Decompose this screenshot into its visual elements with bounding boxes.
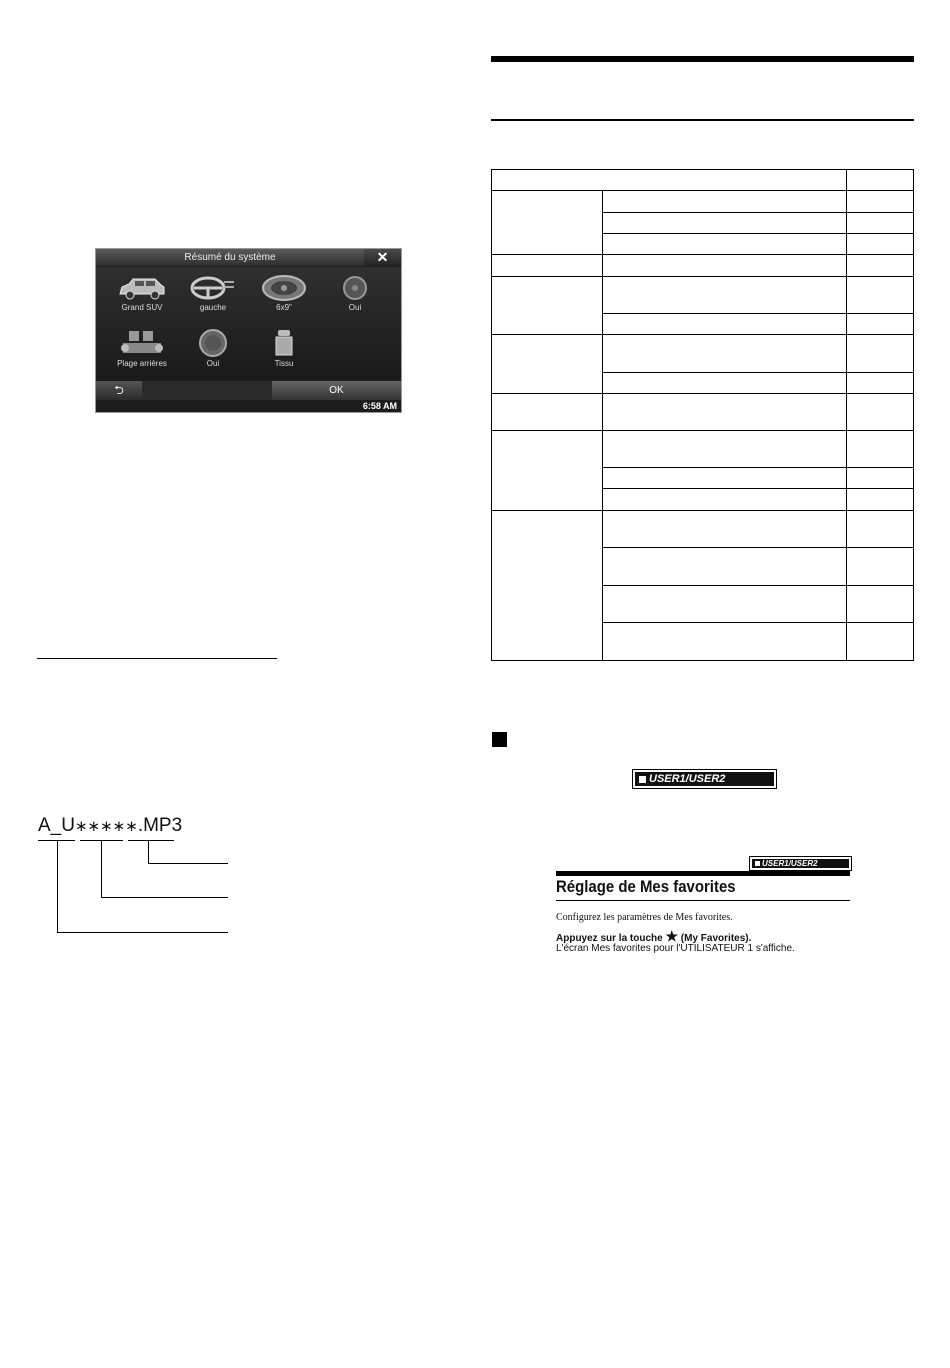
table-cell — [847, 489, 914, 511]
table-cell — [492, 170, 847, 191]
badge-label: USER1/USER2 — [649, 773, 726, 785]
summary-item-seat[interactable] — [249, 329, 319, 368]
table-row — [492, 191, 914, 213]
example-title-rule — [556, 900, 850, 901]
summary-item-rear-speakers[interactable] — [107, 329, 177, 368]
table-cell — [492, 431, 603, 511]
table-cell — [602, 623, 846, 661]
summary-item-tweeter[interactable] — [320, 275, 390, 312]
table-cell — [602, 548, 846, 586]
header-bar — [491, 56, 914, 62]
example-step-text: Appuyez sur la touche — [556, 933, 666, 944]
prefix-leader — [57, 932, 228, 933]
table-cell — [847, 191, 914, 213]
table-cell — [602, 213, 846, 234]
table-cell — [847, 623, 914, 661]
table-cell — [602, 277, 846, 314]
ok-button[interactable]: OK — [272, 381, 401, 400]
table-cell — [847, 277, 914, 314]
ext-leader — [148, 863, 228, 864]
rear-speakers-icon — [117, 329, 167, 357]
steering-wheel-icon — [188, 275, 238, 301]
table-cell — [602, 234, 846, 255]
example-result: L'écran Mes favorites pour l'UTILISATEUR 1 s'affiche. — [556, 943, 795, 954]
example-title: Réglage de Mes favorites — [556, 877, 736, 896]
table-cell — [847, 213, 914, 234]
screenshot-title: Résumé du système — [96, 249, 364, 266]
stars-leader — [101, 840, 102, 898]
summary-item-vehicle[interactable] — [107, 275, 177, 312]
example-badge-label: USER1/USER2 — [762, 859, 818, 868]
summary-item-label: Oui — [348, 303, 362, 312]
user-badge — [632, 769, 777, 789]
table-cell — [492, 191, 603, 255]
table-cell — [602, 314, 846, 335]
filename-prefix: A_U — [38, 815, 75, 836]
summary-item-steering[interactable] — [178, 275, 248, 312]
table-row — [492, 335, 914, 373]
table-cell — [492, 335, 603, 394]
badge-square-icon — [639, 776, 646, 783]
table-row — [492, 394, 914, 431]
table-cell — [847, 314, 914, 335]
table-row — [492, 511, 914, 548]
table-cell — [847, 373, 914, 394]
table-cell — [847, 335, 914, 373]
filename-example — [38, 815, 182, 837]
summary-grid — [96, 267, 401, 379]
table-row — [492, 170, 914, 191]
summary-item-label: Tissu — [274, 359, 294, 368]
seat-icon — [259, 329, 309, 357]
stars-leader — [101, 897, 228, 898]
table-row — [492, 277, 914, 314]
oval-speaker-icon — [259, 275, 309, 301]
header-rule — [491, 119, 914, 121]
table-row — [492, 255, 914, 277]
settings-table — [491, 169, 914, 661]
table-row — [492, 431, 914, 468]
table-cell — [492, 277, 603, 335]
filename-stars: ∗∗∗∗∗ — [74, 818, 138, 835]
badge-square-icon — [755, 861, 760, 866]
table-cell — [847, 394, 914, 431]
suv-car-icon — [117, 275, 167, 301]
table-cell — [602, 255, 846, 277]
summary-item-label: Plage arrières — [117, 359, 167, 368]
tweeter-icon — [330, 275, 380, 301]
table-cell — [847, 586, 914, 623]
summary-item-label: Grand SUV — [121, 303, 163, 312]
system-summary-screenshot — [95, 248, 402, 413]
table-cell — [847, 255, 914, 277]
table-cell — [847, 468, 914, 489]
example-step-text: (My Favorites). — [678, 933, 752, 944]
section-square-icon — [492, 732, 507, 747]
subwoofer-icon — [188, 329, 238, 357]
table-cell — [602, 431, 846, 468]
table-cell — [847, 511, 914, 548]
filename-ext: .MP3 — [137, 815, 183, 836]
table-cell — [847, 170, 914, 191]
table-cell — [602, 468, 846, 489]
table-cell — [602, 511, 846, 548]
example-title-bar — [556, 871, 850, 876]
table-cell — [492, 255, 603, 277]
ext-underline — [128, 840, 174, 841]
prefix-leader — [57, 840, 58, 933]
close-button[interactable]: ✕ — [364, 249, 401, 266]
back-button[interactable]: ⮌ — [96, 381, 142, 400]
clock: 6:58 AM — [362, 401, 397, 411]
table-cell — [602, 394, 846, 431]
table-cell — [602, 489, 846, 511]
table-cell — [847, 548, 914, 586]
table-cell — [492, 394, 603, 431]
summary-item-speaker-size[interactable] — [249, 275, 319, 312]
table-cell — [602, 586, 846, 623]
ext-leader — [148, 840, 149, 864]
table-cell — [847, 234, 914, 255]
table-cell — [602, 335, 846, 373]
table-cell — [847, 431, 914, 468]
summary-item-label: 6x9" — [276, 303, 292, 312]
table-cell — [602, 373, 846, 394]
table-cell — [602, 191, 846, 213]
screenshot-bottom-bar — [96, 381, 401, 400]
section-rule — [37, 658, 277, 659]
table-cell — [492, 511, 603, 661]
summary-item-label: Oui — [206, 359, 220, 368]
example-user-badge — [749, 856, 852, 871]
star-icon: ★ — [665, 928, 679, 944]
summary-item-subwoofer[interactable] — [178, 329, 248, 368]
example-intro: Configurez les paramètres de Mes favorites. — [556, 912, 733, 923]
summary-item-label: gauche — [199, 303, 227, 312]
